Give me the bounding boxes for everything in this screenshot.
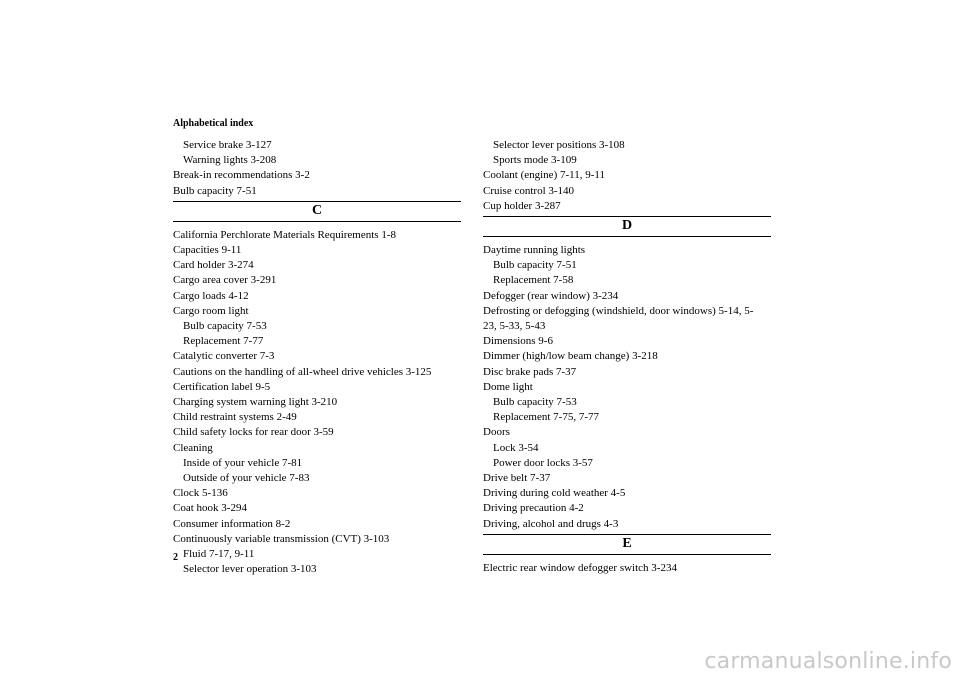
entry-text: Doors [483,426,510,439]
index-entry [173,501,461,516]
index-entry [483,334,771,349]
entry-text: Cruise control 3-140 [483,184,575,197]
entry-text: Bulb capacity 7-51 [173,184,257,197]
index-subentry [173,471,461,486]
index-column-right [483,138,771,576]
index-entry [483,425,771,440]
entry-text: C [311,202,323,218]
page-header-title: Alphabetical index [173,118,254,129]
index-subentry [173,562,461,577]
entry-text: Selector lever operation 3-103 [183,563,317,576]
index-subentry [483,258,771,273]
index-entry [173,273,461,288]
entry-text: Driving, alcohol and drugs 4-3 [483,517,619,530]
index-entry [483,243,771,258]
index-entry [483,168,771,183]
entry-text: D [621,218,633,234]
entry-text: Lock 3-54 [493,441,539,454]
entry-text: Inside of your vehicle 7-81 [183,456,303,469]
entry-text: Coat hook 3-294 [173,502,247,515]
entry-text: Power door locks 3-57 [493,456,593,469]
entry-text: Defogger (rear window) 3-234 [483,289,619,302]
index-subentry [483,153,771,168]
entry-text: Child restraint systems 2-49 [173,411,297,424]
entry-text: Driving during cold weather 4-5 [483,487,626,500]
entry-text: Cup holder 3-287 [483,199,561,212]
entry-text: Child safety locks for rear door 3-59 [173,426,334,439]
index-entry [483,561,771,576]
index-entry [483,289,771,304]
entry-text: Replacement 7-58 [493,274,574,287]
index-entry [173,517,461,532]
entry-text: Drive belt 7-37 [483,472,551,485]
index-entry [483,517,771,532]
section-letter-heading [483,534,771,555]
index-entry [173,168,461,183]
index-subentry [483,138,771,153]
section-letter-heading [173,201,461,222]
index-entry [483,349,771,364]
index-entry [483,365,771,380]
entry-text: Electric rear window defogger switch 3-234 [483,561,677,574]
entry-text: Coolant (engine) 7-11, 9-11 [483,169,605,182]
page-number: 2 [173,552,178,563]
entry-text: Cargo area cover 3-291 [173,274,277,287]
index-entry [483,184,771,199]
entry-text: Certification label 9-5 [173,380,271,393]
entry-text: Daytime running lights [483,244,586,257]
entry-text: Dimmer (high/low beam change) 3-218 [483,350,658,363]
entry-text: Charging system warning light 3-210 [173,396,338,409]
index-subentry [483,456,771,471]
index-subentry [483,410,771,425]
index-subentry [173,456,461,471]
entry-text: Cargo loads 4-12 [173,289,249,302]
entry-text: Bulb capacity 7-53 [183,320,267,333]
entry-text: Dimensions 9-6 [483,335,553,348]
index-entry [173,365,461,380]
entry-text: Cleaning [173,441,213,454]
index-entry [483,199,771,214]
entry-text: Selector lever positions 3-108 [493,139,625,151]
index-entry [173,184,461,199]
index-entry [173,532,461,547]
index-subentry [173,319,461,334]
index-subentry [173,334,461,349]
entry-text: Replacement 7-75, 7-77 [493,411,599,424]
index-entry [173,486,461,501]
index-entry [483,380,771,395]
entry-continuation: 23, 5-33, 5-43 [483,320,546,333]
entry-text: Card holder 3-274 [173,259,254,272]
index-entry [173,228,461,243]
index-subentry [483,273,771,288]
index-entry [173,425,461,440]
index-entry [483,501,771,516]
entry-text: Outside of your vehicle 7-83 [183,472,310,485]
index-entry [173,258,461,273]
index-entry [173,304,461,319]
entry-text: Continuously variable transmission (CVT) 3-103 [173,532,390,545]
entry-text: Break-in recommendations 3-2 [173,169,310,182]
entry-text: Dome light [483,380,533,393]
entry-text: Replacement 7-77 [183,335,264,348]
index-subentry [173,138,461,153]
index-subentry [483,441,771,456]
entry-text: Fluid 7-17, 9-11 [183,548,255,561]
entry-text: Defrosting or defogging (windshield, door windows) 5-14, 5- [483,304,754,317]
index-entry [173,395,461,410]
index-entry [173,349,461,364]
index-entry [483,486,771,501]
entry-text: Driving precaution 4-2 [483,502,584,515]
index-subentry [173,547,461,562]
entry-text: Cargo room light [173,304,249,317]
entry-text: Clock 5-136 [173,487,228,500]
index-subentry [173,153,461,168]
index-entry [483,304,771,334]
section-letter-heading [483,216,771,237]
entry-text: Service brake 3-127 [183,139,272,151]
watermark-text: carmanualsonline.info [704,649,952,674]
entry-text: Bulb capacity 7-51 [493,259,577,272]
entry-text: Warning lights 3-208 [183,154,277,167]
entry-text: Cautions on the handling of all-wheel drive vehicles 3-125 [173,365,432,378]
index-entry [173,380,461,395]
index-entry [483,471,771,486]
entry-text: Bulb capacity 7-53 [493,396,577,409]
entry-text: Disc brake pads 7-37 [483,365,577,378]
index-entry [173,289,461,304]
index-entry [173,243,461,258]
index-subentry [483,395,771,410]
entry-text: Catalytic converter 7-3 [173,350,275,363]
index-entry [173,441,461,456]
entry-text: Consumer information 8-2 [173,517,291,530]
index-column-left [173,138,461,577]
entry-text: California Perchlorate Materials Requirements 1-8 [173,228,396,241]
entry-text: Sports mode 3-109 [493,154,577,167]
index-entry [173,410,461,425]
entry-text: E [622,535,632,551]
entry-text: Capacities 9-11 [173,244,242,257]
